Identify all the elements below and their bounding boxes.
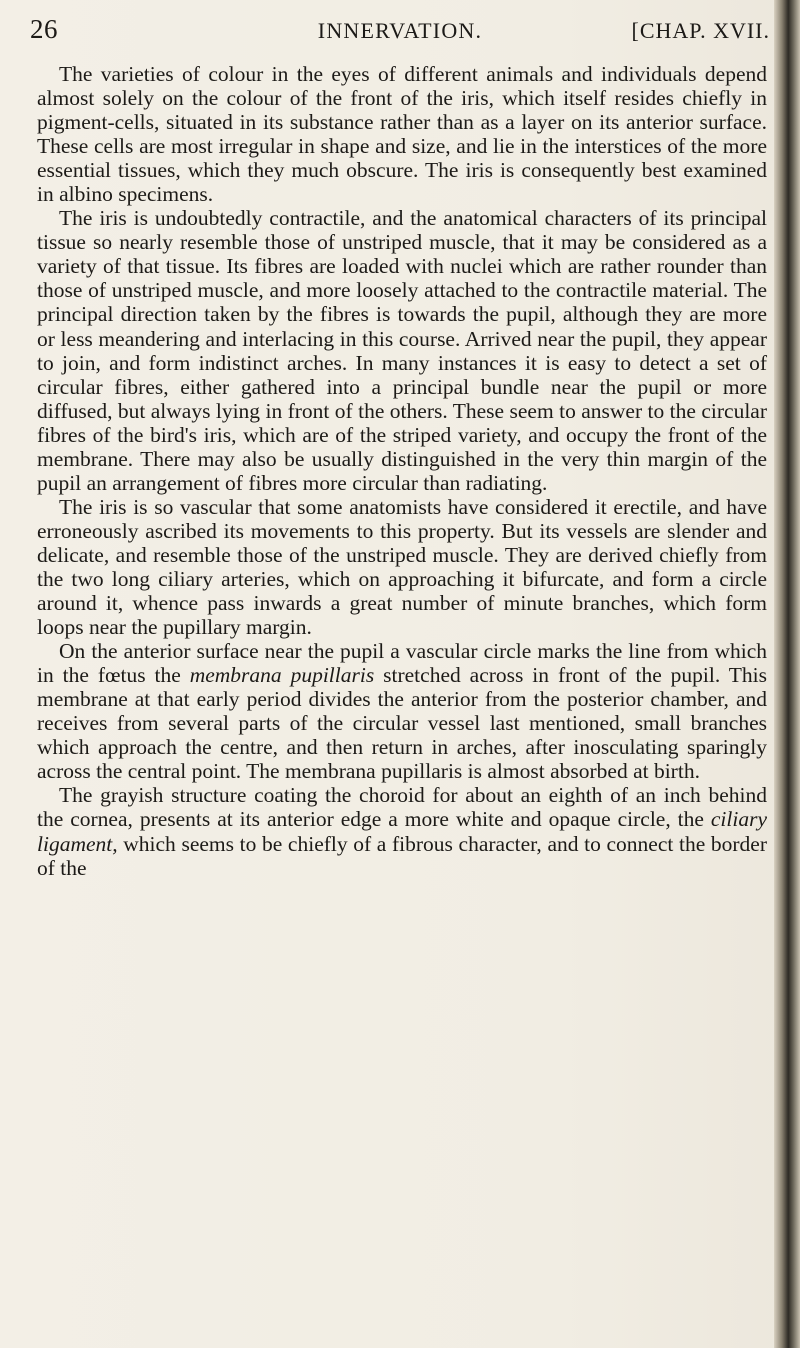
paragraph-text: The grayish structure coating the choroid for about an eighth of an inch behind the cornea, presents at its anterior edge a more white and opaque circle, the — [37, 783, 767, 832]
paragraph-membrana-pupillaris — [37, 639, 767, 783]
paragraph-iris-contractile: The iris is undoubtedly contractile, and the anatomical characters of its principal tissue so nearly resemble those of unstriped muscle, that it may be considered as a variety of that tissue. Its fibres are loaded with nuclei which are rather rounder than those of unstriped muscle, and more loosely attached to the contractile material. The principal direction taken by the fibres is towards the pupil, although they are more or less meandering and interlacing in this course. Arrived near the pupil, they appear to join, and form indistinct arches. In many instances it is easy to detect a set of circular fibres, either gathered into a principal bundle near the pupil or more diffused, but always lying in front of the others. These seem to answer to the circular fibres of the bird's iris, which are of the striped variety, and occupy the front of the membrane. There may also be usually distinguished in the very thin margin of the pupil an arrangement of fibres more circular than radiating. — [37, 206, 767, 495]
book-binding-edge — [774, 0, 800, 1348]
running-title: INNERVATION. — [317, 18, 483, 43]
chapter-reference: [CHAP. XVII. — [631, 18, 770, 43]
paragraph-text: stretched across in front of the pupil. This membrane at that early period divides the anterior from the posterior chamber, and receives from several parts of the circular vessel last mentioned, small branches which approach the centre, and then return in arches, after inosculating sparingly across the central point. The membrana pupillaris is almost absorbed at birth. — [37, 663, 767, 784]
paragraph-text: which seems to be chiefly of a fibrous character, and to connect the border of the — [37, 831, 767, 880]
paragraph-iris-vascular: The iris is so vascular that some anatomists have considered it erectile, and have erroneously ascribed its movements to this property. But its vessels are slender and delicate, and resemble those of the unstriped muscle. They are derived chiefly from the two long ciliary arteries, which on approaching it bifurcate, and form a circle around it, whence pass inwards a great number of minute branches, which form loops near the pupillary margin. — [37, 494, 767, 640]
page-number: 26 — [30, 14, 58, 44]
italic-term-membrana-pupillaris: membrana pupillaris — [189, 663, 375, 688]
paragraph-text: On the anterior surface near the pupil a vascular circle marks the line from which in the fœtus the — [37, 639, 767, 688]
paragraph-ciliary-ligament — [37, 783, 767, 879]
paragraph-pigment-cells: The varieties of colour in the eyes of different animals and individuals depend almost solely on the colour of the front of the iris, which itself resides chiefly in pigment-cells, situated in its substance rather than as a layer on its anterior surface. These cells are most irregular in shape and size, and lie in the interstices of the more essential tissues, which they much obscure. The iris is consequently best examined in albino specimens. — [37, 62, 767, 207]
body-text — [37, 62, 767, 880]
italic-term-ciliary-ligament: ciliary ligament, — [37, 807, 767, 856]
page-header — [30, 14, 770, 54]
